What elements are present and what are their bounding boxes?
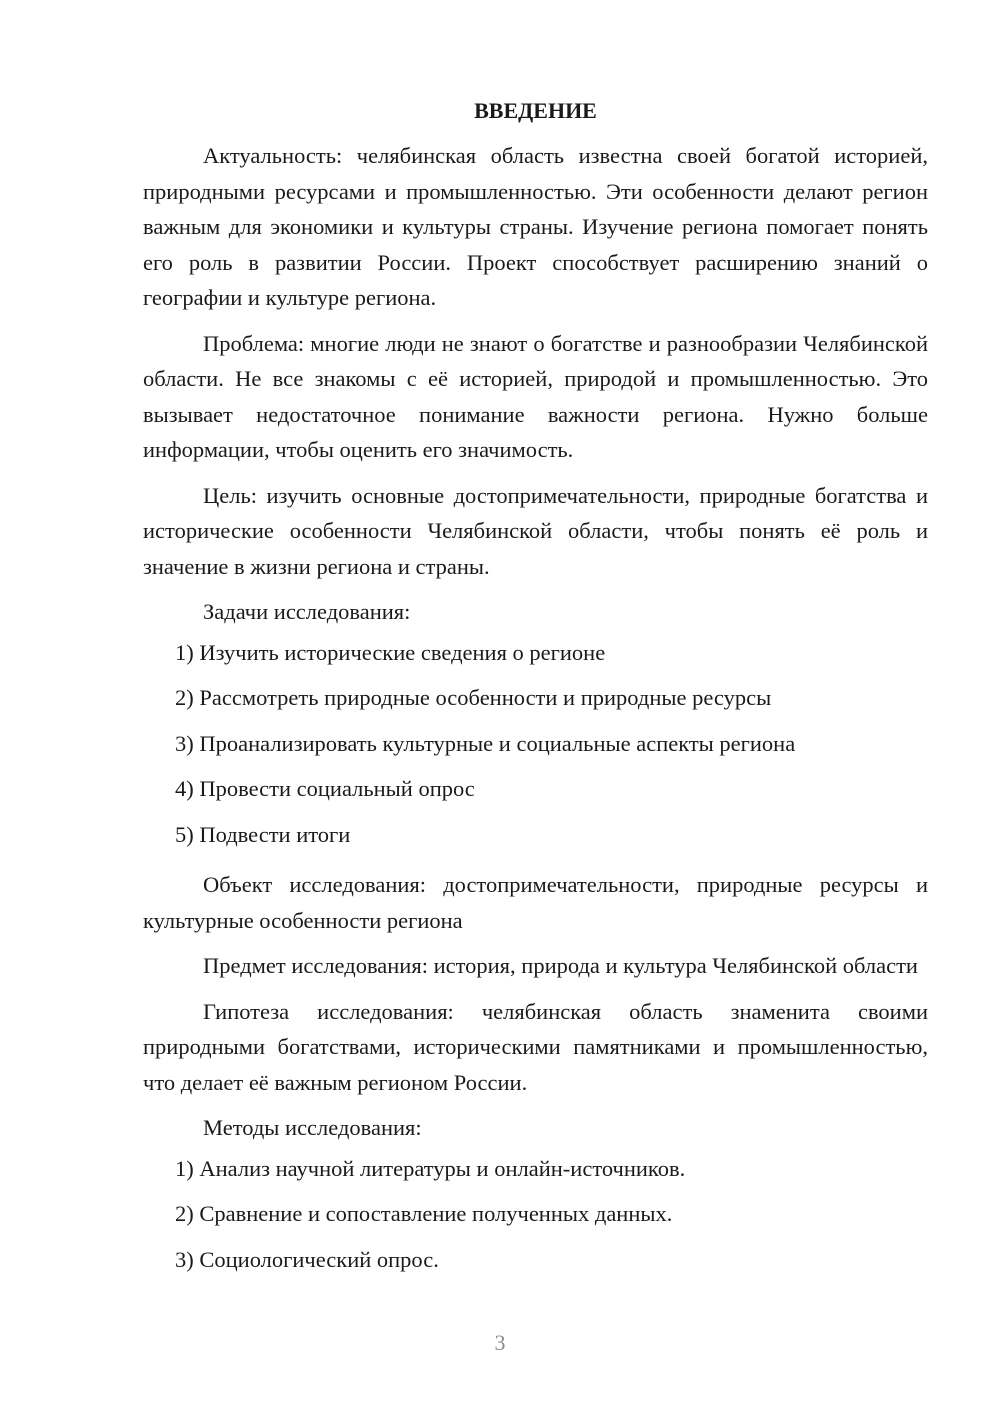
tasks-list — [143, 630, 928, 858]
page-number: 3 — [494, 1330, 506, 1355]
page-content — [143, 96, 928, 1282]
task-item: 1) Изучить исторические сведения о регионе — [175, 639, 606, 665]
section-title: ВВЕДЕНИЕ — [474, 98, 597, 123]
method-item: 3) Социологический опрос. — [175, 1246, 439, 1272]
methods-list — [143, 1146, 928, 1283]
goal-paragraph: Цель: изучить основные достопримечательности, природные богатства и исторические особенности Челябинской области, чтобы понять её роль и значение в жизни региона и страны. — [143, 482, 928, 579]
method-item: 1) Анализ научной литературы и онлайн-источников. — [175, 1155, 686, 1181]
tasks-heading: Задачи исследования: — [203, 599, 411, 624]
task-item: 5) Подвести итоги — [175, 821, 351, 847]
subject-paragraph: Предмет исследования: история, природа и культура Челябинской области — [203, 953, 918, 978]
problem-paragraph: Проблема: многие люди не знают о богатстве и разнообразии Челябинской области. Не все знакомы с её историей, природой и промышленностью. Это вызывает недостаточное понимание важности региона. Нужно больше информации, чтобы оценить его значимость. — [143, 330, 928, 462]
relevance-paragraph: Актуальность: челябинская область известна своей богатой историей, природными ресурсами и промышленностью. Эти особенности делают регион важным для экономики и культуры страны. Изучение региона помогает понять его роль в развитии России. Проект способствует расширению знаний о географии и культуре региона. — [143, 143, 928, 310]
method-item: 2) Сравнение и сопоставление полученных данных. — [175, 1201, 673, 1226]
task-item: 4) Провести социальный опрос — [175, 776, 475, 801]
hypothesis-paragraph: Гипотеза исследования: челябинская область знаменита своими природными богатствами, историческими памятниками и промышленностью, что делает её важным регионом России. — [143, 998, 928, 1095]
object-paragraph: Объект исследования: достопримечательности, природные ресурсы и культурные особенности региона — [143, 872, 928, 933]
task-item: 3) Проанализировать культурные и социальные аспекты региона — [175, 730, 796, 756]
task-item: 2) Рассмотреть природные особенности и природные ресурсы — [175, 685, 772, 710]
methods-heading: Методы исследования: — [203, 1115, 422, 1140]
